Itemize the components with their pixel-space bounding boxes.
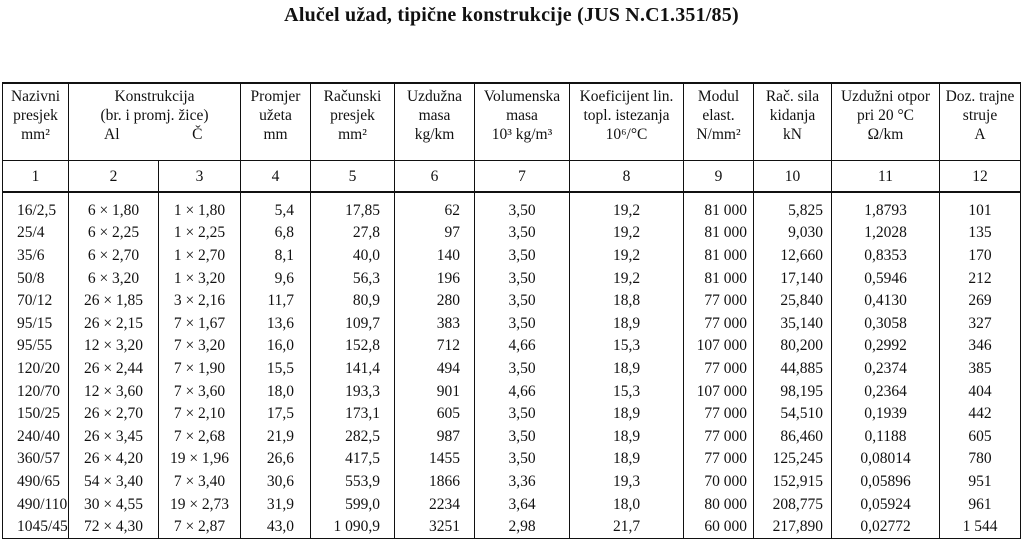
table-cell: 6 × 2,25 xyxy=(69,222,159,245)
table-cell: 152,8 xyxy=(311,335,395,358)
table-cell: 3,50 xyxy=(475,312,570,335)
table-cell: 26,6 xyxy=(241,448,311,471)
table-body xyxy=(3,192,1021,538)
table-cell: 7 × 3,20 xyxy=(159,335,241,358)
table-cell: 15,3 xyxy=(570,380,684,403)
table-cell: 35,140 xyxy=(754,312,832,335)
table-cell: 26 × 4,20 xyxy=(69,448,159,471)
table-cell: 417,5 xyxy=(311,448,395,471)
table-cell: 17,85 xyxy=(311,192,395,222)
table-cell: 490/110 xyxy=(3,493,69,516)
table-cell: 1 090,9 xyxy=(311,515,395,538)
table-cell: 19,3 xyxy=(570,470,684,493)
table-cell: 4,66 xyxy=(475,380,570,403)
table-cell: 15,3 xyxy=(570,335,684,358)
table-cell: 50/8 xyxy=(3,267,69,290)
table-row xyxy=(3,402,1021,425)
header-row xyxy=(3,83,1021,161)
table-cell: 7 × 1,67 xyxy=(159,312,241,335)
table-cell: 8,1 xyxy=(241,244,311,267)
table-cell: 173,1 xyxy=(311,402,395,425)
table-cell: 3,50 xyxy=(475,289,570,312)
table-cell: 18,9 xyxy=(570,448,684,471)
table-cell: 17,5 xyxy=(241,402,311,425)
table-cell: 0,02772 xyxy=(832,515,940,538)
table-cell: 44,885 xyxy=(754,357,832,380)
table-cell: 21,7 xyxy=(570,515,684,538)
table-cell: 404 xyxy=(940,380,1021,403)
table-cell: 3,50 xyxy=(475,402,570,425)
table-cell: 1045/45 xyxy=(3,515,69,538)
table-cell: 70 000 xyxy=(684,470,754,493)
table-cell: 80 000 xyxy=(684,493,754,516)
table-cell: 11,7 xyxy=(241,289,311,312)
table-cell: 81 000 xyxy=(684,222,754,245)
table-cell: 30,6 xyxy=(241,470,311,493)
table-cell: 0,1939 xyxy=(832,402,940,425)
table-cell: 1 × 3,20 xyxy=(159,267,241,290)
table-cell: 3,50 xyxy=(475,357,570,380)
table-cell: 16,0 xyxy=(241,335,311,358)
table-cell: 21,9 xyxy=(241,425,311,448)
table-cell: 0,2992 xyxy=(832,335,940,358)
table-cell: 280 xyxy=(395,289,475,312)
table-row xyxy=(3,312,1021,335)
table-cell: 40,0 xyxy=(311,244,395,267)
table-cell: 901 xyxy=(395,380,475,403)
column-number-cell: 5 xyxy=(311,161,395,193)
table-cell: 0,8353 xyxy=(832,244,940,267)
table-cell: 18,9 xyxy=(570,402,684,425)
table-cell: 25/4 xyxy=(3,222,69,245)
table-cell: 109,7 xyxy=(311,312,395,335)
table-cell: 19 × 1,96 xyxy=(159,448,241,471)
table-cell: 7 × 3,40 xyxy=(159,470,241,493)
table-cell: 327 xyxy=(940,312,1021,335)
table-cell: 961 xyxy=(940,493,1021,516)
column-number-cell: 1 xyxy=(3,161,69,193)
table-cell: 1866 xyxy=(395,470,475,493)
table-cell: 120/20 xyxy=(3,357,69,380)
header-cell: Rač. sila kidanja kN xyxy=(754,83,832,161)
header-cell: Računski presjek mm² xyxy=(311,83,395,161)
table-cell: 599,0 xyxy=(311,493,395,516)
table-cell: 12 × 3,20 xyxy=(69,335,159,358)
table-cell: 1 544 xyxy=(940,515,1021,538)
table-cell: 77 000 xyxy=(684,448,754,471)
table-cell: 0,3058 xyxy=(832,312,940,335)
table-cell: 77 000 xyxy=(684,289,754,312)
table-cell: 31,9 xyxy=(241,493,311,516)
table-row xyxy=(3,515,1021,538)
table-cell: 951 xyxy=(940,470,1021,493)
table-cell: 3,50 xyxy=(475,244,570,267)
table-cell: 13,6 xyxy=(241,312,311,335)
table-cell: 17,140 xyxy=(754,267,832,290)
table-cell: 490/65 xyxy=(3,470,69,493)
table-cell: 18,9 xyxy=(570,357,684,380)
table-cell: 7 × 2,10 xyxy=(159,402,241,425)
table-cell: 0,5946 xyxy=(832,267,940,290)
table-row xyxy=(3,470,1021,493)
table-cell: 86,460 xyxy=(754,425,832,448)
table-cell: 360/57 xyxy=(3,448,69,471)
column-number-cell: 8 xyxy=(570,161,684,193)
table-cell: 6 × 3,20 xyxy=(69,267,159,290)
table-row xyxy=(3,289,1021,312)
table-cell: 54,510 xyxy=(754,402,832,425)
header-cell: Promjer užeta mm xyxy=(241,83,311,161)
table-cell: 26 × 2,44 xyxy=(69,357,159,380)
table-cell: 0,4130 xyxy=(832,289,940,312)
column-number-cell: 7 xyxy=(475,161,570,193)
table-cell: 494 xyxy=(395,357,475,380)
table-cell: 19,2 xyxy=(570,222,684,245)
column-number-cell: 10 xyxy=(754,161,832,193)
table-cell: 0,05896 xyxy=(832,470,940,493)
table-cell: 18,9 xyxy=(570,425,684,448)
table-cell: 77 000 xyxy=(684,357,754,380)
column-number-cell: 2 xyxy=(69,161,159,193)
table-cell: 217,890 xyxy=(754,515,832,538)
table-cell: 152,915 xyxy=(754,470,832,493)
table-row xyxy=(3,357,1021,380)
table-cell: 16/2,5 xyxy=(3,192,69,222)
table-cell: 30 × 4,55 xyxy=(69,493,159,516)
table-cell: 80,200 xyxy=(754,335,832,358)
table-cell: 72 × 4,30 xyxy=(69,515,159,538)
table-cell: 56,3 xyxy=(311,267,395,290)
table-row xyxy=(3,380,1021,403)
table-cell: 3 × 2,16 xyxy=(159,289,241,312)
table-cell: 269 xyxy=(940,289,1021,312)
table-cell: 141,4 xyxy=(311,357,395,380)
table-cell: 170 xyxy=(940,244,1021,267)
column-number-cell: 4 xyxy=(241,161,311,193)
table-cell: 1 × 2,70 xyxy=(159,244,241,267)
table-cell: 987 xyxy=(395,425,475,448)
column-number-cell: 12 xyxy=(940,161,1021,193)
header-cell: Nazivni presjek mm² xyxy=(3,83,69,161)
table-cell: 26 × 1,85 xyxy=(69,289,159,312)
column-number-cell: 9 xyxy=(684,161,754,193)
table-cell: 5,825 xyxy=(754,192,832,222)
table-cell: 26 × 2,70 xyxy=(69,402,159,425)
table-cell: 3,50 xyxy=(475,192,570,222)
table-cell: 7 × 1,90 xyxy=(159,357,241,380)
table-cell: 70/12 xyxy=(3,289,69,312)
table-cell: 3,50 xyxy=(475,267,570,290)
header-cell: Modul elast. N/mm² xyxy=(684,83,754,161)
table-cell: 60 000 xyxy=(684,515,754,538)
table-cell: 3,36 xyxy=(475,470,570,493)
header-cell: Uzdužni otpor pri 20 °C Ω/km xyxy=(832,83,940,161)
table-row xyxy=(3,425,1021,448)
table-cell: 18,8 xyxy=(570,289,684,312)
table-cell: 125,245 xyxy=(754,448,832,471)
table-cell: 98,195 xyxy=(754,380,832,403)
table-cell: 3,64 xyxy=(475,493,570,516)
table-cell: 712 xyxy=(395,335,475,358)
table-cell: 18,9 xyxy=(570,312,684,335)
table-cell: 81 000 xyxy=(684,267,754,290)
table-cell: 240/40 xyxy=(3,425,69,448)
page-title: Alučel užad, tipične konstrukcije (JUS N.C1.351/85) xyxy=(284,4,739,26)
table-cell: 95/55 xyxy=(3,335,69,358)
table-cell: 2,98 xyxy=(475,515,570,538)
table-cell: 1,2028 xyxy=(832,222,940,245)
column-number-cell: 3 xyxy=(159,161,241,193)
table-cell: 6,8 xyxy=(241,222,311,245)
table-row xyxy=(3,244,1021,267)
table-cell: 780 xyxy=(940,448,1021,471)
table-cell: 7 × 2,68 xyxy=(159,425,241,448)
table-cell: 1 × 1,80 xyxy=(159,192,241,222)
table-cell: 120/70 xyxy=(3,380,69,403)
table-cell: 282,5 xyxy=(311,425,395,448)
table-cell: 81 000 xyxy=(684,244,754,267)
table-cell: 7 × 2,87 xyxy=(159,515,241,538)
table-cell: 605 xyxy=(940,425,1021,448)
table-cell: 1 × 2,25 xyxy=(159,222,241,245)
table-cell: 19,2 xyxy=(570,192,684,222)
table-cell: 4,66 xyxy=(475,335,570,358)
table-cell: 7 × 3,60 xyxy=(159,380,241,403)
table-cell: 62 xyxy=(395,192,475,222)
table-cell: 97 xyxy=(395,222,475,245)
header-cell: Doz. trajne struje A xyxy=(940,83,1021,161)
header-cell: Volumenska masa 10³ kg/m³ xyxy=(475,83,570,161)
table-cell: 80,9 xyxy=(311,289,395,312)
table-cell: 0,2374 xyxy=(832,357,940,380)
table-cell: 19,2 xyxy=(570,267,684,290)
table-cell: 77 000 xyxy=(684,402,754,425)
table-cell: 81 000 xyxy=(684,192,754,222)
table-row xyxy=(3,335,1021,358)
table-cell: 77 000 xyxy=(684,312,754,335)
column-number-cell: 11 xyxy=(832,161,940,193)
table-cell: 12 × 3,60 xyxy=(69,380,159,403)
table-row xyxy=(3,192,1021,222)
table-cell: 196 xyxy=(395,267,475,290)
table-cell: 3,50 xyxy=(475,425,570,448)
table-cell: 385 xyxy=(940,357,1021,380)
table-cell: 2234 xyxy=(395,493,475,516)
table-cell: 442 xyxy=(940,402,1021,425)
table-cell: 1,8793 xyxy=(832,192,940,222)
table-cell: 95/15 xyxy=(3,312,69,335)
table-cell: 12,660 xyxy=(754,244,832,267)
table-cell: 26 × 3,45 xyxy=(69,425,159,448)
table-cell: 101 xyxy=(940,192,1021,222)
table-cell: 135 xyxy=(940,222,1021,245)
table-row xyxy=(3,493,1021,516)
table-cell: 346 xyxy=(940,335,1021,358)
table-cell: 0,1188 xyxy=(832,425,940,448)
table-cell: 9,030 xyxy=(754,222,832,245)
table-cell: 0,05924 xyxy=(832,493,940,516)
table-cell: 54 × 3,40 xyxy=(69,470,159,493)
table-row xyxy=(3,267,1021,290)
table-row xyxy=(3,222,1021,245)
table-cell: 18,0 xyxy=(570,493,684,516)
table-cell: 0,2364 xyxy=(832,380,940,403)
table-cell: 107 000 xyxy=(684,335,754,358)
table-cell: 6 × 1,80 xyxy=(69,192,159,222)
header-cell-construction: Konstrukcija (br. i promj. žice) Al Č xyxy=(69,83,241,161)
table-cell: 0,08014 xyxy=(832,448,940,471)
table-cell: 6 × 2,70 xyxy=(69,244,159,267)
table-cell: 107 000 xyxy=(684,380,754,403)
header-cell: Uzdužna masa kg/km xyxy=(395,83,475,161)
table-cell: 43,0 xyxy=(241,515,311,538)
table-cell: 3,50 xyxy=(475,222,570,245)
table-cell: 150/25 xyxy=(3,402,69,425)
table-cell: 5,4 xyxy=(241,192,311,222)
header-cell: Koeficijent lin. topl. istezanja 10⁶/°C xyxy=(570,83,684,161)
table-cell: 77 000 xyxy=(684,425,754,448)
table-cell: 19 × 2,73 xyxy=(159,493,241,516)
table-cell: 25,840 xyxy=(754,289,832,312)
table-cell: 19,2 xyxy=(570,244,684,267)
table-cell: 140 xyxy=(395,244,475,267)
table-cell: 605 xyxy=(395,402,475,425)
table-cell: 35/6 xyxy=(3,244,69,267)
table-row xyxy=(3,448,1021,471)
table-cell: 9,6 xyxy=(241,267,311,290)
column-number-row xyxy=(3,161,1021,193)
table-cell: 3,50 xyxy=(475,448,570,471)
table-cell: 15,5 xyxy=(241,357,311,380)
table-cell: 1455 xyxy=(395,448,475,471)
table-cell: 26 × 2,15 xyxy=(69,312,159,335)
table-cell: 208,775 xyxy=(754,493,832,516)
table-cell: 193,3 xyxy=(311,380,395,403)
table-cell: 18,0 xyxy=(241,380,311,403)
cable-spec-table xyxy=(2,82,1021,539)
table-cell: 27,8 xyxy=(311,222,395,245)
table-cell: 553,9 xyxy=(311,470,395,493)
column-number-cell: 6 xyxy=(395,161,475,193)
table-cell: 3251 xyxy=(395,515,475,538)
table-cell: 383 xyxy=(395,312,475,335)
table-cell: 212 xyxy=(940,267,1021,290)
